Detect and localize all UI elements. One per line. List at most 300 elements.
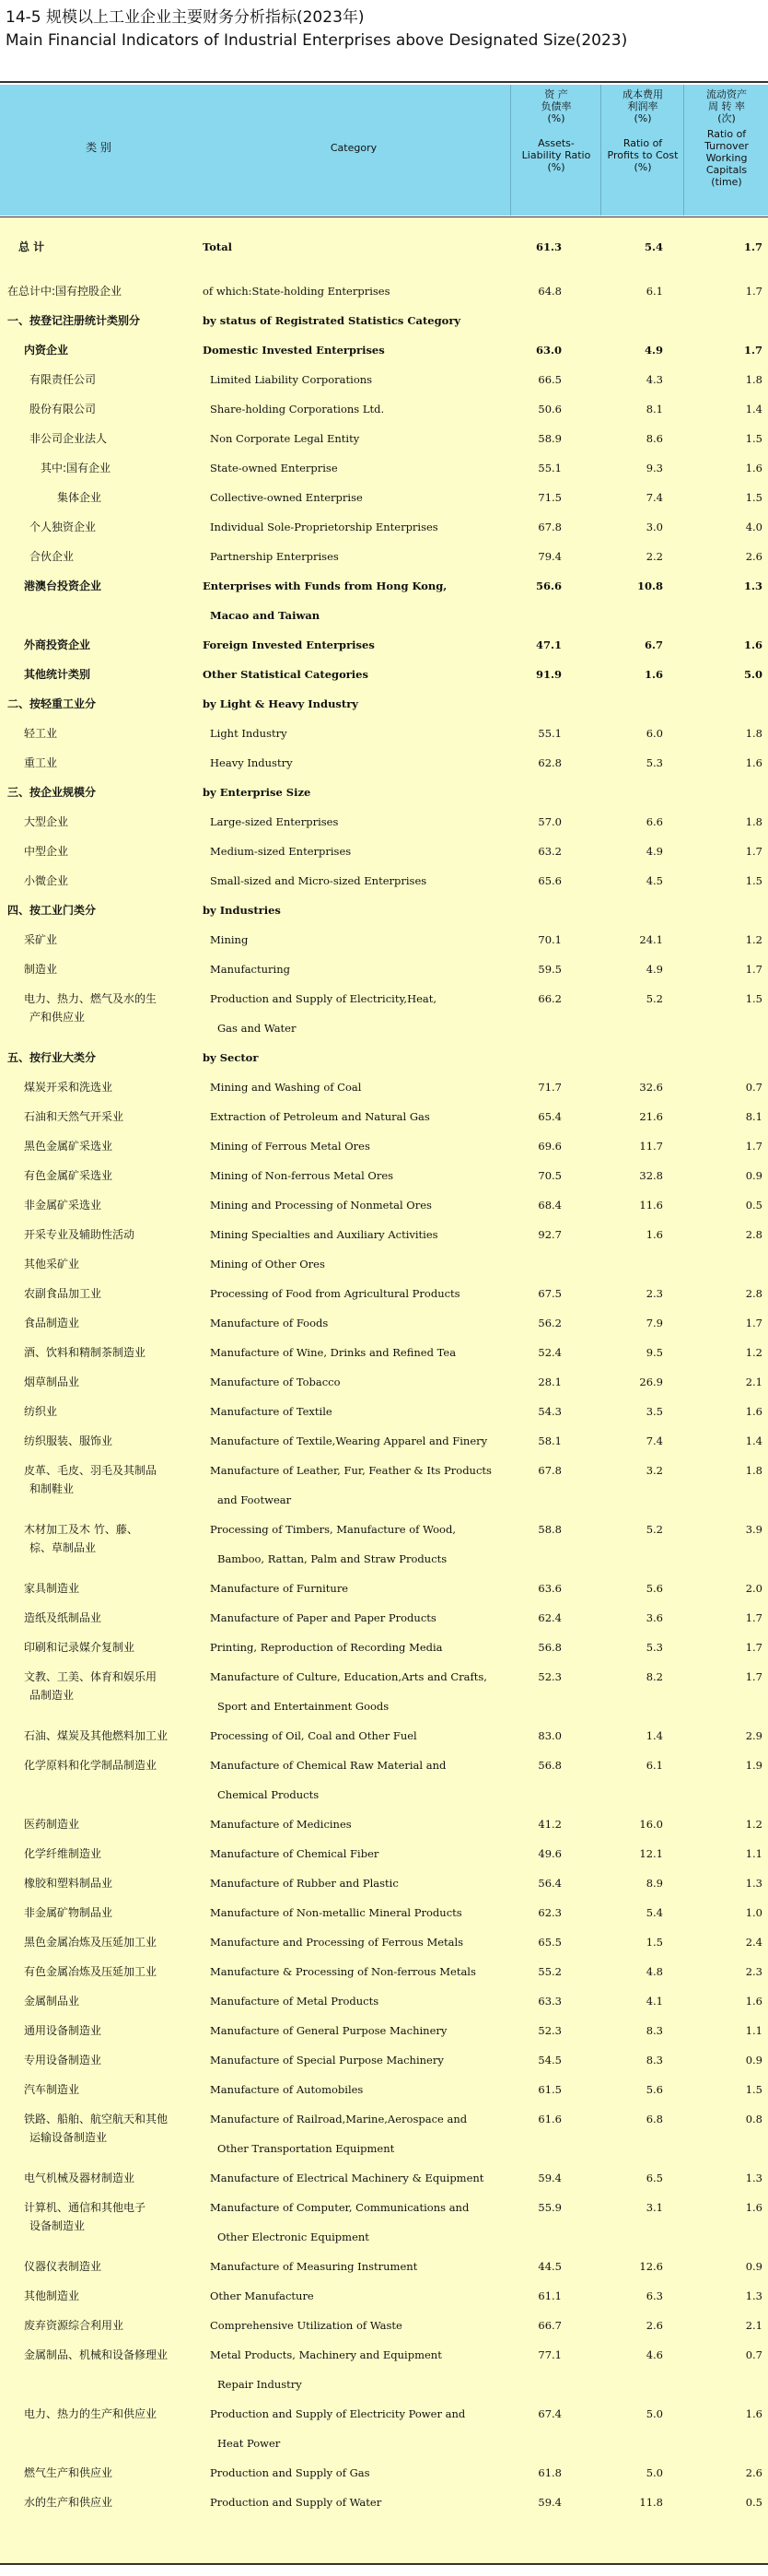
row-category-cn-line1: 金属制品业 xyxy=(24,1995,80,2008)
turnover-value: 1.8 xyxy=(745,373,762,386)
row-category-cn xyxy=(7,1255,214,1273)
turnover-value: 1.2 xyxy=(745,1346,762,1359)
turnover-value: 0.9 xyxy=(745,2260,762,2273)
table-row xyxy=(0,2254,768,2283)
row-category-en-line1: Manufacture of Railroad,Marine,Aerospace and xyxy=(210,2113,468,2125)
table-row xyxy=(0,2195,768,2254)
turnover-value: 0.7 xyxy=(745,2348,762,2361)
row-category-en xyxy=(203,1815,518,1833)
header-profit-cost xyxy=(600,85,684,216)
assets-liability-value: 83.0 xyxy=(538,1729,562,1742)
header-assets-liability xyxy=(510,85,601,216)
row-category-en-line1: Small-sized and Micro-sized Enterprises xyxy=(210,874,427,887)
table-row xyxy=(0,809,768,838)
table-row xyxy=(0,367,768,396)
profit-cost-value: 24.1 xyxy=(639,933,663,946)
row-category-cn xyxy=(7,2080,214,2099)
row-category-en xyxy=(203,2346,518,2394)
assets-liability-value: 44.5 xyxy=(538,2260,562,2273)
turnover-value: 1.7 xyxy=(745,845,762,858)
row-category-en-line1: Partnership Enterprises xyxy=(210,550,339,563)
assets-liability-value: 67.8 xyxy=(538,521,562,533)
row-category-en xyxy=(203,695,510,713)
turnover-value: 5.0 xyxy=(743,668,762,681)
row-category-en-line1: Production and Supply of Water xyxy=(210,2496,382,2509)
row-category-cn-line1: 其他采矿业 xyxy=(24,1258,80,1270)
turnover-value: 2.4 xyxy=(745,1936,762,1949)
row-category-en-line1: Large-sized Enterprises xyxy=(210,815,339,828)
table-row xyxy=(0,2018,768,2047)
row-category-cn-line2: 棕、草制品业 xyxy=(29,1541,97,1554)
row-category-cn xyxy=(7,2405,214,2423)
table-row xyxy=(0,868,768,897)
row-category-en-line1: Comprehensive Utilization of Waste xyxy=(210,2319,402,2332)
assets-liability-value: 62.4 xyxy=(538,1611,562,1624)
turnover-value: 1.1 xyxy=(745,2024,762,2037)
assets-liability-value: 54.5 xyxy=(538,2054,562,2067)
assets-liability-value: 52.3 xyxy=(538,2024,562,2037)
row-category-cn-line1: 股份有限公司 xyxy=(29,403,97,416)
row-category-en-line1: Manufacture of Computer, Communications and xyxy=(210,2201,470,2214)
table-row xyxy=(0,1516,768,1575)
row-category-cn xyxy=(7,2493,214,2512)
row-category-en xyxy=(203,341,510,359)
table-row xyxy=(0,1723,768,1752)
row-category-cn xyxy=(7,901,197,919)
assets-liability-value: 61.3 xyxy=(535,240,562,253)
row-category-en xyxy=(203,1166,518,1185)
row-category-cn xyxy=(7,2169,214,2187)
table-row xyxy=(0,1428,768,1458)
profit-cost-value: 4.9 xyxy=(646,845,663,858)
profit-cost-value: 4.3 xyxy=(646,373,663,386)
table-row xyxy=(0,1369,768,1399)
row-category-en xyxy=(203,2051,518,2069)
assets-liability-value: 47.1 xyxy=(535,638,562,651)
table-row xyxy=(0,514,768,544)
assets-liability-value: 66.2 xyxy=(538,992,562,1005)
profit-cost-value: 7.9 xyxy=(646,1317,663,1329)
row-category-en-line2: and Footwear xyxy=(217,1493,292,1506)
assets-liability-value: 59.5 xyxy=(538,963,562,976)
row-category-cn-line1: 专用设备制造业 xyxy=(24,2054,102,2067)
turnover-value: 1.1 xyxy=(745,1847,762,1860)
row-category-en-line1: Limited Liability Corporations xyxy=(210,373,373,386)
turnover-value: 1.5 xyxy=(745,2083,762,2096)
row-category-en xyxy=(203,1432,518,1450)
row-category-cn-line1: 三、按企业规模分 xyxy=(7,786,97,799)
profit-cost-value: 5.2 xyxy=(646,1523,663,1536)
table-row xyxy=(0,544,768,573)
row-category-en-line2: Heat Power xyxy=(217,2437,281,2450)
row-category-en xyxy=(203,813,518,831)
row-category-en xyxy=(203,282,510,300)
row-category-cn xyxy=(7,931,214,949)
table-row xyxy=(0,1133,768,1163)
table-row xyxy=(0,1752,768,1811)
profit-cost-value: 5.6 xyxy=(646,2083,663,2096)
row-category-cn xyxy=(7,238,208,256)
profit-cost-value: 4.5 xyxy=(646,874,663,887)
row-category-en-line1: Manufacture of Metal Products xyxy=(210,1995,379,2008)
row-category-cn xyxy=(7,547,219,566)
profit-cost-value: 16.0 xyxy=(639,1818,663,1831)
profit-cost-value: 6.6 xyxy=(646,815,663,828)
turnover-value: 1.3 xyxy=(743,580,762,592)
row-category-en-line1: Foreign Invested Enterprises xyxy=(203,638,375,651)
row-category-en-line2: Other Transportation Equipment xyxy=(217,2142,395,2155)
row-category-cn xyxy=(7,1844,214,1863)
turnover-value: 1.3 xyxy=(745,1877,762,1890)
turnover-value: 2.8 xyxy=(745,1287,762,1300)
turnover-value: 1.6 xyxy=(743,638,762,651)
row-category-en-line1: Mining of Non-ferrous Metal Ores xyxy=(210,1169,394,1182)
assets-liability-value: 52.3 xyxy=(538,1670,562,1683)
row-category-cn-line1: 汽车制造业 xyxy=(24,2083,80,2096)
table-row xyxy=(0,2313,768,2342)
row-category-cn xyxy=(7,2021,214,2040)
row-category-en-line1: Manufacture of General Purpose Machinery xyxy=(210,2024,448,2037)
turnover-value: 2.3 xyxy=(745,1965,762,1978)
row-category-cn-line1: 合伙企业 xyxy=(29,550,75,563)
row-category-en xyxy=(203,1402,518,1421)
assets-liability-value: 69.6 xyxy=(538,1140,562,1153)
turnover-value: 1.7 xyxy=(745,1140,762,1153)
row-category-en-line1: Processing of Oil, Coal and Other Fuel xyxy=(210,1729,417,1742)
row-category-cn-line1: 化学原料和化学制品制造业 xyxy=(24,1759,157,1772)
table-row xyxy=(0,986,768,1045)
row-category-en xyxy=(203,547,518,566)
turnover-value: 1.6 xyxy=(745,756,762,769)
row-category-en xyxy=(203,665,510,684)
row-category-cn xyxy=(7,282,197,300)
row-category-en-line1: Manufacture of Electrical Machinery & Equipment xyxy=(210,2172,484,2184)
row-category-cn-line1: 医药制造业 xyxy=(24,1818,80,1831)
row-category-cn-line1: 非金属矿采选业 xyxy=(24,1199,102,1212)
row-category-cn xyxy=(7,1461,214,1498)
row-category-en xyxy=(203,783,510,802)
row-category-en-line1: Manufacture of Paper and Paper Products xyxy=(210,1611,436,1624)
row-category-en xyxy=(203,1255,518,1273)
row-category-cn-line1: 燃气生产和供应业 xyxy=(24,2466,113,2479)
profit-cost-value: 2.6 xyxy=(646,2319,663,2332)
row-category-cn-line1: 大型企业 xyxy=(24,815,69,828)
row-category-cn-line1: 中型企业 xyxy=(24,845,69,858)
row-category-en-line1: Manufacture of Tobacco xyxy=(210,1376,341,1388)
table-row xyxy=(0,485,768,514)
row-category-cn-line1: 外商投资企业 xyxy=(24,638,91,651)
assets-liability-value: 62.3 xyxy=(538,1906,562,1919)
table-header xyxy=(0,85,768,216)
row-category-cn-line1: 烟草制品业 xyxy=(24,1376,80,1388)
row-category-cn xyxy=(7,1078,214,1096)
row-category-cn-line1: 石油、煤炭及其他燃料加工业 xyxy=(24,1729,169,1742)
assets-liability-value: 61.6 xyxy=(538,2113,562,2125)
row-category-en xyxy=(203,1461,518,1509)
row-category-en-line1: Production and Supply of Electricity Power and xyxy=(210,2407,466,2420)
row-category-en xyxy=(203,518,518,536)
row-category-en-line1: Manufacture of Furniture xyxy=(210,1582,349,1595)
row-category-cn-line1: 电力、热力、燃气及水的生 xyxy=(24,992,157,1005)
table-row xyxy=(0,1281,768,1310)
row-category-en-line1: by Sector xyxy=(203,1051,259,1064)
turnover-value: 1.3 xyxy=(745,2289,762,2302)
turnover-value: 1.6 xyxy=(745,462,762,474)
assets-liability-value: 67.4 xyxy=(538,2407,562,2420)
assets-liability-value: 71.7 xyxy=(538,1081,562,1094)
row-category-cn-line1: 内资企业 xyxy=(24,344,69,357)
table-row xyxy=(0,1340,768,1369)
table-row xyxy=(0,779,768,809)
row-category-cn-line1: 非公司企业法人 xyxy=(29,432,108,445)
row-category-cn xyxy=(7,2051,214,2069)
profit-cost-value: 6.7 xyxy=(644,638,663,651)
row-category-cn-line1: 有色金属冶炼及压延加工业 xyxy=(24,1965,157,1978)
turnover-value: 1.5 xyxy=(745,491,762,504)
row-category-en xyxy=(203,1609,518,1627)
row-category-en xyxy=(203,2198,518,2246)
row-category-en xyxy=(203,1137,518,1155)
row-category-cn-line1: 水的生产和供应业 xyxy=(24,2496,113,2509)
row-category-cn-line1: 总 计 xyxy=(18,240,45,253)
row-category-en xyxy=(203,1903,518,1922)
table-row xyxy=(0,1458,768,1516)
turnover-value: 2.6 xyxy=(745,2466,762,2479)
row-category-cn xyxy=(7,1520,214,1557)
profit-cost-value: 10.8 xyxy=(636,580,663,592)
row-category-cn xyxy=(7,577,214,595)
turnover-value: 1.9 xyxy=(745,1759,762,1772)
header-turnover-cn: 流动资产 周 转 率 (次) xyxy=(706,88,747,124)
row-category-cn-line1: 农副食品加工业 xyxy=(24,1287,102,1300)
row-category-en-line2: Bamboo, Rattan, Palm and Straw Products xyxy=(217,1552,448,1565)
assets-liability-value: 65.4 xyxy=(538,1110,562,1123)
row-category-en-line1: Manufacture of Leather, Fur, Feather & Its Products xyxy=(210,1464,492,1477)
turnover-value: 1.7 xyxy=(745,1317,762,1329)
row-category-en xyxy=(203,1284,518,1303)
row-category-cn xyxy=(7,1903,214,1922)
table-row xyxy=(0,1104,768,1133)
row-category-cn-line1: 橡胶和塑料制品业 xyxy=(24,1877,113,1890)
row-category-en-line1: Extraction of Petroleum and Natural Gas xyxy=(210,1110,430,1123)
table-row xyxy=(0,2342,768,2401)
row-category-en-line1: Collective-owned Enterprise xyxy=(210,491,363,504)
row-category-en-line1: Manufacture of Wine, Drinks and Refined Tea xyxy=(210,1346,457,1359)
turnover-value: 1.5 xyxy=(745,874,762,887)
turnover-value: 8.1 xyxy=(745,1110,762,1123)
row-category-cn-line1: 石油和天然气开采业 xyxy=(24,1110,124,1123)
table-row xyxy=(0,1900,768,1929)
turnover-value: 1.4 xyxy=(745,1434,762,1447)
turnover-value: 2.8 xyxy=(745,1228,762,1241)
table-row xyxy=(0,662,768,691)
row-category-cn xyxy=(7,1284,214,1303)
assets-liability-value: 55.9 xyxy=(538,2201,562,2214)
table-row xyxy=(0,1575,768,1605)
profit-cost-value: 5.0 xyxy=(646,2407,663,2420)
row-category-cn-line1: 煤炭开采和洗选业 xyxy=(24,1081,113,1094)
assets-liability-value: 56.2 xyxy=(538,1317,562,1329)
assets-liability-value: 59.4 xyxy=(538,2172,562,2184)
table-row xyxy=(0,1605,768,1634)
row-category-cn-line1: 食品制造业 xyxy=(24,1317,80,1329)
turnover-value: 0.8 xyxy=(745,2113,762,2125)
row-category-cn-line1: 个人独资企业 xyxy=(29,521,97,533)
row-category-en-line1: Manufacture of Culture, Education,Arts and Crafts, xyxy=(210,1670,487,1683)
profit-cost-value: 9.3 xyxy=(646,462,663,474)
table-row xyxy=(0,838,768,868)
assets-liability-value: 65.6 xyxy=(538,874,562,887)
header-profit-cost-cn: 成本费用 利润率 (%) xyxy=(623,88,663,124)
turnover-value: 1.5 xyxy=(745,432,762,445)
profit-cost-value: 5.4 xyxy=(646,1906,663,1919)
profit-cost-value: 11.8 xyxy=(639,2496,663,2509)
assets-liability-value: 56.6 xyxy=(535,580,562,592)
assets-liability-value: 67.8 xyxy=(538,1464,562,1477)
row-category-en-line1: State-owned Enterprise xyxy=(210,462,338,474)
row-category-cn xyxy=(7,311,197,330)
row-category-cn xyxy=(7,2316,214,2335)
profit-cost-value: 5.0 xyxy=(646,2466,663,2479)
row-category-cn-line1: 有限责任公司 xyxy=(29,373,97,386)
row-category-cn xyxy=(7,341,214,359)
assets-liability-value: 79.4 xyxy=(538,550,562,563)
row-category-cn-line1: 铁路、船舶、航空航天和其他 xyxy=(24,2113,169,2125)
turnover-value: 2.6 xyxy=(745,550,762,563)
header-profit-cost-en: Ratio of Profits to Cost (%) xyxy=(607,137,679,173)
row-category-en xyxy=(203,901,510,919)
profit-cost-value: 2.2 xyxy=(646,550,663,563)
row-category-en-line1: by status of Registrated Statistics Category xyxy=(203,314,461,327)
row-category-en xyxy=(203,577,510,625)
assets-liability-value: 62.8 xyxy=(538,756,562,769)
table-row xyxy=(0,1192,768,1222)
turnover-value: 0.7 xyxy=(745,1081,762,1094)
row-category-en-line1: Manufacture of Measuring Instrument xyxy=(210,2260,418,2273)
header-category-en: Category xyxy=(330,142,378,154)
profit-cost-value: 8.6 xyxy=(646,432,663,445)
row-category-cn xyxy=(7,2464,214,2482)
row-category-cn-line1: 有色金属矿采选业 xyxy=(24,1169,113,1182)
turnover-value: 1.6 xyxy=(745,1405,762,1418)
turnover-value: 1.8 xyxy=(745,815,762,828)
row-category-en xyxy=(203,2287,518,2305)
row-category-en xyxy=(203,842,518,861)
profit-cost-value: 7.4 xyxy=(646,491,663,504)
row-category-cn xyxy=(7,636,214,654)
table-row xyxy=(0,1251,768,1281)
table-row xyxy=(0,2489,768,2519)
profit-cost-value: 5.6 xyxy=(646,1582,663,1595)
assets-liability-value: 61.8 xyxy=(538,2466,562,2479)
row-category-en-line1: Mining of Ferrous Metal Ores xyxy=(210,1140,370,1153)
turnover-value: 1.7 xyxy=(745,1611,762,1624)
row-category-cn xyxy=(7,1874,214,1892)
row-category-cn-line2: 和制鞋业 xyxy=(29,1482,75,1495)
row-category-cn xyxy=(7,1314,214,1332)
row-category-en xyxy=(203,872,518,890)
profit-cost-value: 8.3 xyxy=(646,2054,663,2067)
row-category-en-line1: Manufacturing xyxy=(210,963,290,976)
profit-cost-value: 6.3 xyxy=(646,2289,663,2302)
row-category-cn-line1: 制造业 xyxy=(24,963,58,976)
assets-liability-value: 68.4 xyxy=(538,1199,562,1212)
row-category-cn xyxy=(7,665,214,684)
row-category-en-line1: Production and Supply of Electricity,Heat, xyxy=(210,992,437,1005)
table-row xyxy=(0,1310,768,1340)
row-category-en xyxy=(203,1520,518,1568)
table-row xyxy=(0,2047,768,2077)
profit-cost-value: 9.5 xyxy=(646,1346,663,1359)
table-row xyxy=(0,1222,768,1251)
table-row xyxy=(0,1074,768,1104)
table-row xyxy=(0,396,768,426)
row-category-en xyxy=(203,311,510,330)
row-category-en xyxy=(203,370,518,389)
row-category-en xyxy=(203,1078,518,1096)
assets-liability-value: 59.4 xyxy=(538,2496,562,2509)
row-category-cn xyxy=(7,989,214,1026)
row-category-en-line1: Manufacture of Non-metallic Mineral Products xyxy=(210,1906,462,1919)
assets-liability-value: 66.7 xyxy=(538,2319,562,2332)
row-category-cn-line2: 设备制造业 xyxy=(29,2219,86,2232)
row-category-cn xyxy=(7,1933,214,1951)
top-rule xyxy=(0,81,768,83)
row-category-cn xyxy=(7,842,214,861)
assets-liability-value: 64.8 xyxy=(538,285,562,298)
row-category-cn-line1: 通用设备制造业 xyxy=(24,2024,102,2037)
turnover-value: 0.5 xyxy=(745,1199,762,1212)
row-category-cn-line1: 二、按轻重工业分 xyxy=(7,697,97,710)
row-category-en xyxy=(203,2021,518,2040)
table-row xyxy=(0,2401,768,2460)
assets-liability-value: 52.4 xyxy=(538,1346,562,1359)
row-category-cn xyxy=(7,370,219,389)
row-category-cn-line1: 开采专业及辅助性活动 xyxy=(24,1228,135,1241)
assets-liability-value: 92.7 xyxy=(538,1228,562,1241)
assets-liability-value: 77.1 xyxy=(538,2348,562,2361)
table-row xyxy=(0,691,768,720)
row-category-en xyxy=(203,1874,518,1892)
profit-cost-value: 3.1 xyxy=(646,2201,663,2214)
profit-cost-value: 12.6 xyxy=(639,2260,663,2273)
assets-liability-value: 28.1 xyxy=(538,1376,562,1388)
row-category-en-line2: Chemical Products xyxy=(217,1788,320,1801)
row-category-cn-line1: 纺织业 xyxy=(24,1405,58,1418)
row-category-en-line1: Manufacture of Rubber and Plastic xyxy=(210,1877,399,1890)
table-row xyxy=(0,1399,768,1428)
header-turnover-en: Ratio of Turnover Working Capitals (time) xyxy=(704,128,749,188)
row-category-cn-line1: 五、按行业大类分 xyxy=(7,1051,97,1064)
assets-liability-value: 56.8 xyxy=(538,1759,562,1772)
turnover-value: 1.6 xyxy=(745,2201,762,2214)
row-category-cn-line1: 一、按登记注册统计类别分 xyxy=(7,314,141,327)
row-category-cn xyxy=(7,2287,214,2305)
row-category-en xyxy=(203,2405,518,2453)
assets-liability-value: 63.0 xyxy=(535,344,562,357)
turnover-value: 1.6 xyxy=(745,2407,762,2420)
table-row xyxy=(0,455,768,485)
assets-liability-value: 58.1 xyxy=(538,1434,562,1447)
row-category-en-line1: Production and Supply of Gas xyxy=(210,2466,370,2479)
table-row xyxy=(0,1988,768,2018)
row-category-cn xyxy=(7,1638,214,1657)
assets-liability-value: 91.9 xyxy=(535,668,562,681)
profit-cost-value: 4.9 xyxy=(646,963,663,976)
row-category-en-line1: Mining and Processing of Nonmetal Ores xyxy=(210,1199,432,1212)
bottom-rule xyxy=(0,2563,768,2565)
table-row xyxy=(0,1664,768,1723)
